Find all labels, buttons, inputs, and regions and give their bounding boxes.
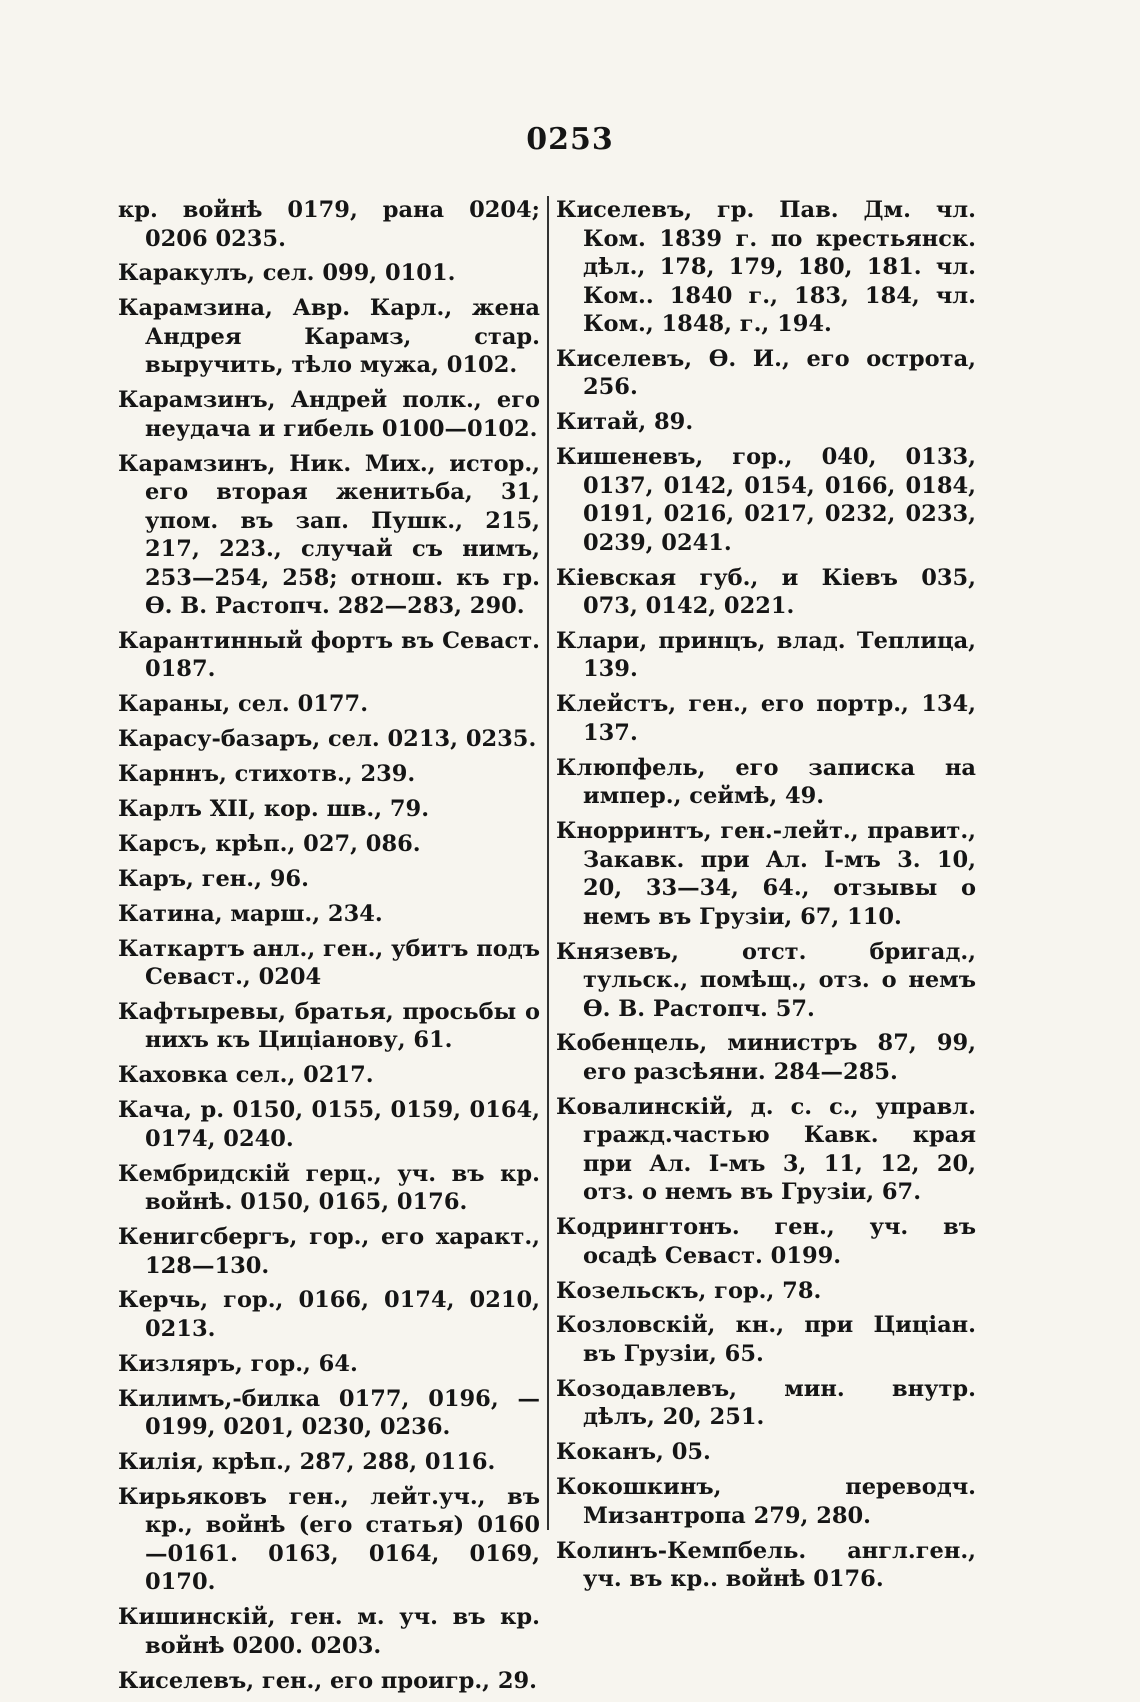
index-entry: Карасу-базаръ, сел. 0213, 0235. — [118, 726, 537, 753]
index-entry: Кембридскій герц., уч. въ кр. войнѣ. 0150, 0165, 0176. — [118, 1160, 540, 1216]
index-entry: Киселевъ, Ѳ. И., его острота, 256. — [556, 345, 976, 401]
index-entry: Кіевская губ., и Кіевъ 035, 073, 0142, 0221. — [556, 564, 976, 620]
index-entry: Кенигсбергъ, гор., его характ., 128—130. — [118, 1224, 540, 1279]
page-number: 0253 — [526, 122, 614, 157]
index-entry: Клейстъ, ген., его портр., 134, 137. — [556, 691, 976, 746]
index-entry: Каръ, ген., 96. — [118, 865, 309, 892]
index-entry: Клюпфель, его записка на импер., сеймѣ, 49. — [556, 754, 976, 810]
index-entry: Колинъ-Кемпбель. англ.ген., уч. въ кр.. войнѣ 0176. — [556, 1537, 976, 1593]
index-entry: Козловскій, кн., при Циціан. въ Грузіи, 65. — [556, 1312, 976, 1367]
index-entry: Караны, сел. 0177. — [118, 691, 369, 718]
index-entry: Клари, принцъ, влад. Теплица, 139. — [556, 627, 976, 683]
index-entry: Карамзинъ, Ник. Мих., истор., его вторая женитьба, 31, упом. въ зап. Пушк., 215, 217, 223., случай съ нимъ, 253—254, 258; отнош. къ гр. Ѳ. В. Растопч. 282—283, 290. — [118, 450, 540, 620]
index-entry: Кача, р. 0150, 0155, 0159, 0164, 0174, 0240. — [118, 1097, 540, 1152]
index-entry: Карлъ XII, кор. шв., 79. — [118, 796, 430, 823]
index-entry: Коканъ, 05. — [556, 1439, 711, 1466]
index-entry: Кодрингтонъ. ген., уч. въ осадѣ Севаст. 0199. — [556, 1214, 976, 1269]
index-entry: Кафтыревы, братья, просьбы о нихъ къ Циціанову, 61. — [118, 998, 540, 1054]
index-entry: Кишеневъ, гор., 040, 0133, 0137, 0142, 0154, 0166, 0184, 0191, 0216, 0217, 0232, 0233, 0239, 0241. — [556, 444, 976, 556]
index-entry: Киселевъ, гр. Пав. Дм. чл. Ком. 1839 г. по крестьянск. дѣл., 178, 179, 180, 181. чл. Ком.. 1840 г., 183, 184, чл. Ком., 1848, г., 194. — [556, 197, 976, 337]
index-entry: Карамзинъ, Андрей полк., его неудача и гибель 0100—0102. — [118, 387, 540, 442]
index-entry: Кокошкинъ, переводч. Мизантропа 279, 280. — [556, 1474, 976, 1529]
index-entry: Килія, крѣп., 287, 288, 0116. — [118, 1449, 496, 1476]
index-column-left — [118, 196, 540, 1702]
index-entry: Кишинскій, ген. м. уч. въ кр. войнѣ 0200. 0203. — [118, 1604, 540, 1659]
index-entry: Ковалинскій, д. с. с., управл. гражд.частью Кавк. края при Ал. I-мъ 3, 11, 12, 20, отз. о немъ въ Грузіи, 67. — [556, 1093, 976, 1206]
index-entry: Карамзина, Авр. Карл., жена Андрея Карамз, стар. выручить, тѣло мужа, 0102. — [118, 295, 540, 379]
index-entry: Кирьяковъ ген., лейт.уч., въ кр., войнѣ (его статья) 0160—0161. 0163, 0164, 0169, 0170. — [118, 1483, 540, 1596]
index-entry: Карантинный фортъ въ Севаст. 0187. — [118, 627, 540, 683]
column-divider — [547, 196, 549, 1530]
index-entry: Киселевъ, ген., его проигр., 29. — [118, 1667, 537, 1694]
index-entry: Кизляръ, гор., 64. — [118, 1350, 358, 1377]
index-entry: Катина, марш., 234. — [118, 900, 383, 927]
index-entry: Козодавлевъ, мин. внутр. дѣлъ, 20, 251. — [556, 1375, 976, 1431]
index-entry: Каткартъ анл., ген., убитъ подъ Севаст., 0204 — [118, 935, 540, 991]
index-entry: Каракулъ, сел. 099, 0101. — [118, 260, 456, 287]
index-entry: Князевъ, отст. бригад., тульск., помѣщ., отз. о немъ Ѳ. В. Растопч. 57. — [556, 938, 976, 1022]
index-entry: Карсъ, крѣп., 027, 086. — [118, 830, 421, 857]
index-entry: Каховка сел., 0217. — [118, 1062, 374, 1089]
index-entry: Козельскъ, гор., 78. — [556, 1277, 822, 1304]
index-entry: Керчь, гор., 0166, 0174, 0210, 0213. — [118, 1287, 540, 1342]
index-column-right — [556, 196, 976, 1600]
index-entry: Китай, 89. — [556, 409, 694, 436]
index-entry: Кнорринтъ, ген.-лейт., правит., Закавк. при Ал. I-мъ 3. 10, 20, 33—34, 64., отзывы о немъ въ Грузіи, 67, 110. — [556, 818, 976, 930]
index-entry: Карннъ, стихотв., 239. — [118, 761, 416, 788]
index-entry: Кобенцель, министръ 87, 99, его разсѣяни. 284—285. — [556, 1030, 976, 1085]
index-entry: кр. войнѣ 0179, рана 0204; 0206 0235. — [118, 197, 540, 252]
index-entry: Килимъ,-билка 0177, 0196, — 0199, 0201, 0230, 0236. — [118, 1385, 540, 1441]
